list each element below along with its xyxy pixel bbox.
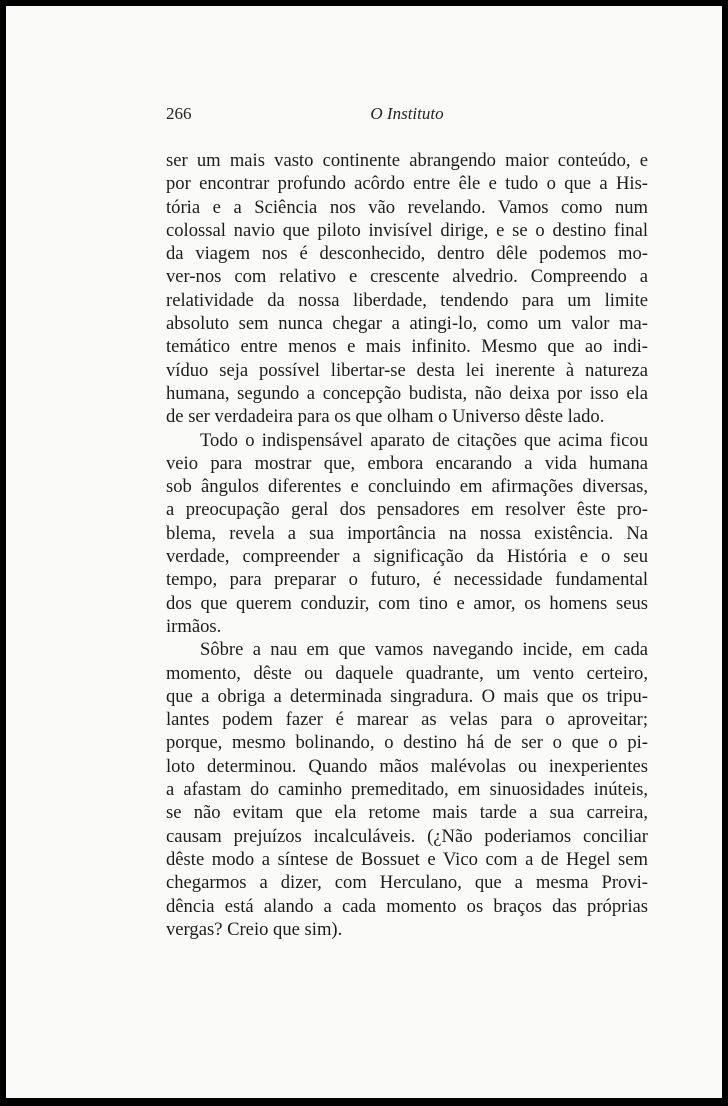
text-line: Todo o indispensável aparato de citações que acima ficou xyxy=(200,429,648,451)
text-line: dência está alando a cada momento os braços das próprias xyxy=(166,895,648,917)
text-line: por encontrar profundo acôrdo entre êle e tudo o que a His- xyxy=(166,173,648,195)
text-line: tória e a Sciência nos vão revelando. Vamos como num xyxy=(166,196,648,218)
text-line: momento, dêste ou daquele quadrante, um vento certeiro, xyxy=(166,662,648,684)
text-line: temático entre menos e mais infinito. Mesmo que ao indi- xyxy=(166,336,648,358)
page-number: 266 xyxy=(166,104,192,123)
text-line: colossal navio que piloto invisível dirige, e se o destino final xyxy=(166,219,648,241)
text-line: absoluto sem nunca chegar a atingi-lo, como um valor ma- xyxy=(166,313,648,335)
running-title: O Instituto xyxy=(370,104,444,123)
text-line: veio para mostrar que, embora encarando a vida humana xyxy=(166,452,648,474)
text-line: verdade, compreender a significação da História e o seu xyxy=(166,546,648,568)
text-line: ser um mais vasto continente abrangendo maior conteúdo, e xyxy=(166,150,648,171)
text-line: Sôbre a nau em que vamos navegando incide, em cada xyxy=(200,639,648,661)
text-line: porque, mesmo bolinando, o destino há de ser o que o pi- xyxy=(166,732,648,754)
text-line: lantes podem fazer é marear as velas para o aproveitar; xyxy=(166,709,648,731)
text-line: que a obriga a determinada singradura. O mais que os tripu- xyxy=(166,685,648,707)
text-line: vergas? Creio que sim). xyxy=(166,918,343,940)
text-line: causam prejuízos incalculáveis. (¿Não poderiamos conciliar xyxy=(166,825,648,847)
text-line: sob ângulos diferentes e concluindo em afirmações diversas, xyxy=(166,476,648,498)
text-line: da viagem nos é desconhecido, dentro dêle podemos mo- xyxy=(166,243,648,265)
body-text xyxy=(166,149,648,941)
text-line: irmãos. xyxy=(166,615,222,637)
text-line: ver-nos com relativo e crescente alvedrio. Compreendo a xyxy=(166,266,648,288)
page-header xyxy=(166,104,648,124)
book-page xyxy=(6,6,722,1098)
text-line: se não evitam que ela retome mais tarde a sua carreira, xyxy=(166,802,648,824)
text-line: a preocupação geral dos pensadores em resolver êste pro- xyxy=(166,499,648,521)
text-line: dêste modo a síntese de Bossuet e Vico com a de Hegel sem xyxy=(166,848,648,870)
text-line: chegarmos a dizer, com Herculano, que a mesma Provi- xyxy=(166,872,648,894)
text-line: blema, revela a sua importância na nossa existência. Na xyxy=(166,522,648,544)
text-line: a afastam do caminho premeditado, em sinuosidades inúteis, xyxy=(166,779,648,801)
text-line: de ser verdadeira para os que olham o Universo dêste lado. xyxy=(166,406,605,428)
text-line: víduo seja possível libertar-se desta lei inerente à natureza xyxy=(166,359,648,381)
text-line: humana, segundo a concepção budista, não deixa por isso ela xyxy=(166,382,648,404)
text-line: dos que querem conduzir, com tino e amor, os homens seus xyxy=(166,592,648,614)
text-line: relatividade da nossa liberdade, tendendo para um limite xyxy=(166,289,648,311)
text-line: tempo, para preparar o futuro, é necessidade fundamental xyxy=(166,569,648,591)
text-line: loto determinou. Quando mãos malévolas ou inexperientes xyxy=(166,755,648,777)
